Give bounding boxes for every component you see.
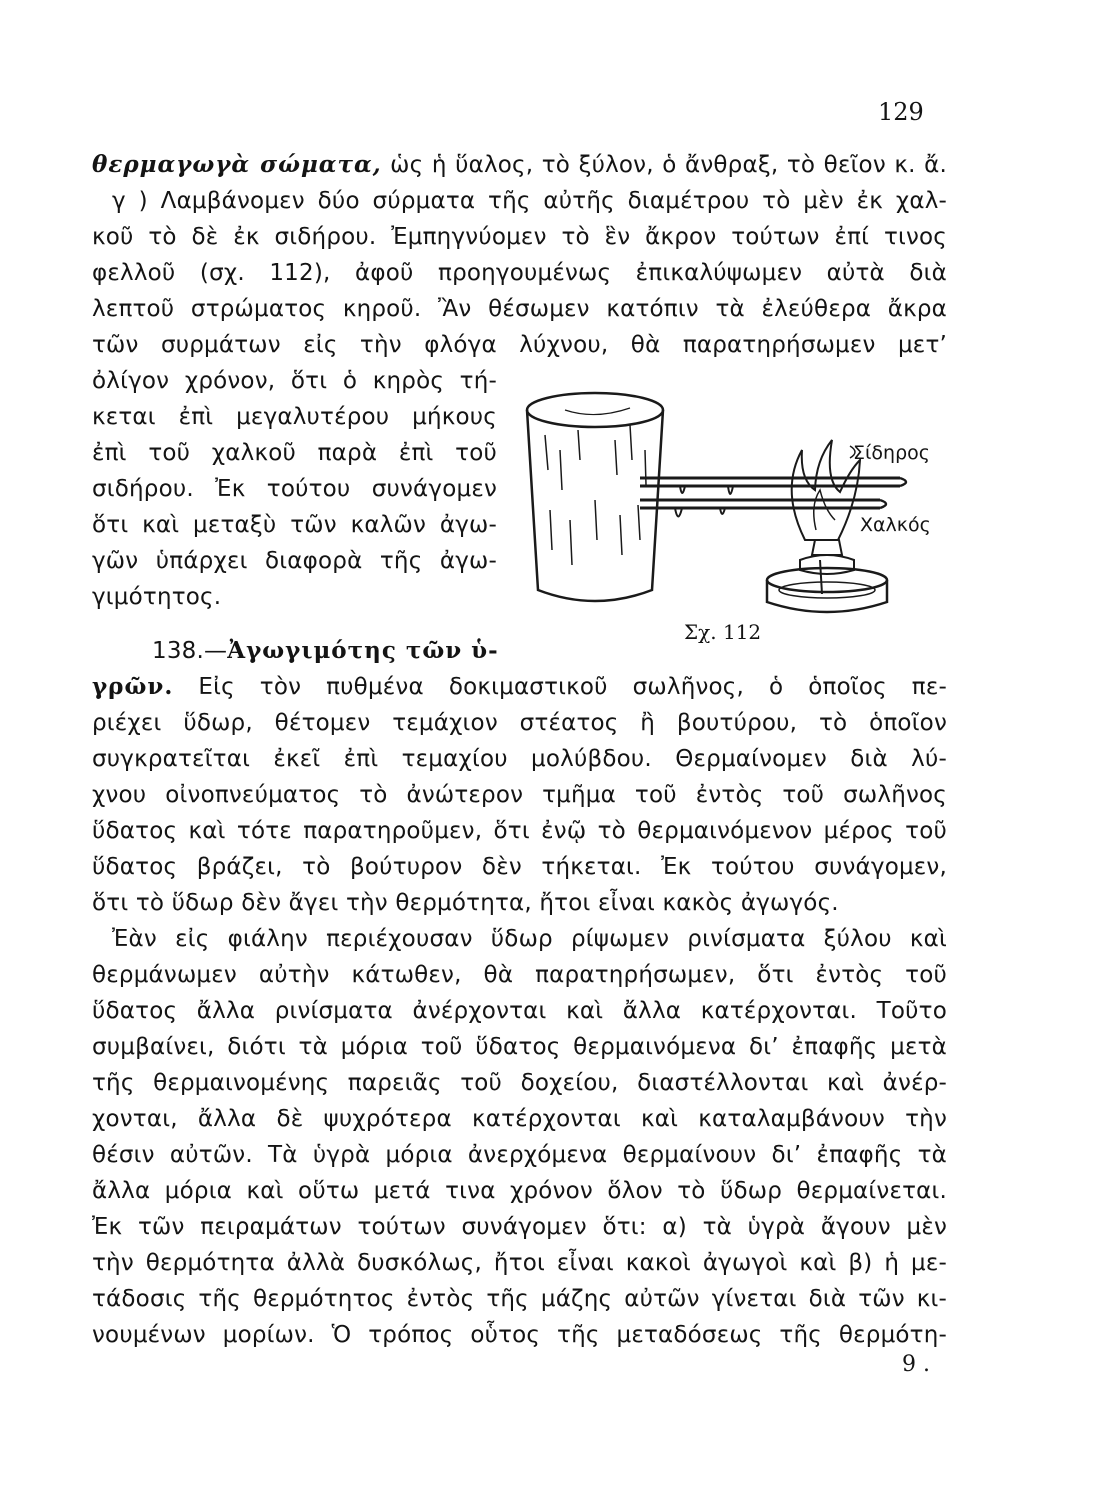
body-line-14: ἄλλα μόρια καὶ οὕτω μετά τινα χρόνον ὅλον τὸ ὕδωρ θερμαίνεται. [92, 1178, 947, 1204]
body-line-11: τῆς θερμαινομένης παρειᾶς τοῦ δοχείου, διαστέλλονται καὶ ἀνέρ- [92, 1070, 947, 1096]
body-line-6: ὅτι τὸ ὕδωρ δὲν ἄγει τὴν θερμότητα, ἤτοι εἶναι κακὸς ἀγωγός. [92, 890, 839, 916]
wrap-line-3: ἐπὶ τοῦ χαλκοῦ παρὰ ἐπὶ τοῦ [92, 440, 497, 466]
body-line-1: ριέχει ὕδωρ, θέτομεν τεμάχιον στέατος ἢ βουτύρου, τὸ ὁποῖον [92, 710, 947, 736]
body-line-13: θέσιν αὐτῶν. Τὰ ὑγρὰ μόρια ἀνερχόμενα θερμαίνουν δι’ ἐπαφῆς τὰ [92, 1142, 947, 1168]
wrap-line-1: ὀλίγον χρόνον, ὅτι ὁ κηρὸς τή- [92, 368, 497, 394]
section-first-line [92, 672, 947, 702]
section-title-part1: Ἀγωγιμότης τῶν ὑ- [227, 637, 499, 664]
page-number: 129 [878, 98, 924, 126]
body-line-18: νουμένων μορίων. Ὁ τρόπος οὗτος τῆς μεταδόσεως τῆς θερμότη- [92, 1322, 947, 1348]
wrap-line-6: γῶν ὑπάρχει διαφορὰ τῆς ἀγω- [92, 548, 497, 574]
body-line-5: ὕδατος βράζει, τὸ βούτυρον δὲν τήκεται. Ἐκ τούτου συνάγομεν, [92, 854, 947, 880]
body-line-3: χνου οἰνοπνεύματος τὸ ἀνώτερον τμῆμα τοῦ ἐντὸς τοῦ σωλῆνος [92, 782, 947, 808]
text-line-1-rest: ὡς ἡ ὕαλος, τὸ ξύλον, ὁ ἄνθραξ, τὸ θεῖον κ. ἄ. [381, 152, 947, 178]
text-line-5: λεπτοῦ στρώματος κηροῦ. Ἂν θέσωμεν κατόπιν τὰ ἐλεύθερα ἄκρα [92, 296, 947, 322]
wrap-line-7: γιμότητος. [92, 584, 222, 610]
text-line-4: φελλοῦ (σχ. 112), ἀφοῦ προηγουμένως ἐπικαλύψωμεν αὐτὰ διὰ [92, 260, 947, 286]
figure-label-iron: Σίδηρος [853, 442, 930, 464]
body-line-16: τὴν θερμότητα ἀλλὰ δυσκόλως, ἤτοι εἶναι κακοὶ ἀγωγοὶ καὶ β) ἡ με- [92, 1250, 947, 1276]
wrap-line-2: κεται ἐπὶ μεγαλυτέρου μήκους [92, 404, 497, 430]
body-line-10: συμβαίνει, διότι τὰ μόρια τοῦ ὕδατος θερμαινόμενα δι’ ἐπαφῆς μετὰ [92, 1034, 947, 1060]
text-line-6: τῶν συρμάτων εἰς τὴν φλόγα λύχνου, θὰ παρατηρήσωμεν μετ’ [92, 332, 947, 358]
figure-label-copper: Χαλκός [860, 514, 931, 536]
body-line-2: συγκρατεῖται ἐκεῖ ἐπὶ τεμαχίου μολύβδου. Θερμαίνομεν διὰ λύ- [92, 746, 947, 772]
section-first-line-rest: Εἰς τὸν πυθμένα δοκιμαστικοῦ σωλῆνος, ὁ ὁποῖος πε- [173, 674, 947, 700]
body-line-9: ὕδατος ἄλλα ρινίσματα ἀνέρχονται καὶ ἄλλα κατέρχονται. Τοῦτο [92, 998, 947, 1024]
section-title-part2: γρῶν. [92, 673, 174, 700]
text-line-3: κοῦ τὸ δὲ ἐκ σιδήρου. Ἐμπηγνύομεν τὸ ἓν ἄκρον τούτων ἐπί τινος [92, 224, 947, 250]
term-thermagoga-somata: θερμαγωγὰ σώματα, [92, 151, 382, 178]
section-heading-line [152, 636, 499, 666]
body-line-4: ὕδατος καὶ τότε παρατηροῦμεν, ὅτι ἐνῷ τὸ θερμαινόμενον μέρος τοῦ [92, 818, 947, 844]
body-line-17: τάδοσις τῆς θερμότητος ἐντὸς τῆς μάζης αὐτῶν γίνεται διὰ τῶν κι- [92, 1286, 947, 1312]
figure-caption: Σχ. 112 [684, 620, 762, 644]
text-line-1 [92, 150, 947, 180]
wrap-line-5: ὅτι καὶ μεταξὺ τῶν καλῶν ἀγω- [92, 512, 497, 538]
body-line-15: Ἐκ τῶν πειραμάτων τούτων συνάγομεν ὅτι: α) τὰ ὑγρὰ ἄγουν μὲν [92, 1214, 947, 1240]
wrap-line-4: σιδήρου. Ἐκ τούτου συνάγομεν [92, 476, 497, 502]
body-line-7: Ἐὰν εἰς φιάλην περιέχουσαν ὕδωρ ρίψωμεν ρινίσματα ξύλου καὶ [112, 926, 947, 952]
section-number: 138.— [152, 638, 228, 664]
body-line-8: θερμάνωμεν αὐτὴν κάτωθεν, θὰ παρατηρήσωμεν, ὅτι ἐντὸς τοῦ [92, 962, 947, 988]
text-line-2: γ ) Λαμβάνομεν δύο σύρματα τῆς αὐτῆς διαμέτρου τὸ μὲν ἐκ χαλ- [112, 188, 947, 214]
figure-112 [520, 380, 960, 650]
footer-signature-mark: 9 . [902, 1352, 930, 1377]
body-line-12: χονται, ἄλλα δὲ ψυχρότερα κατέρχονται καὶ καταλαμβάνουν τὴν [92, 1106, 947, 1132]
